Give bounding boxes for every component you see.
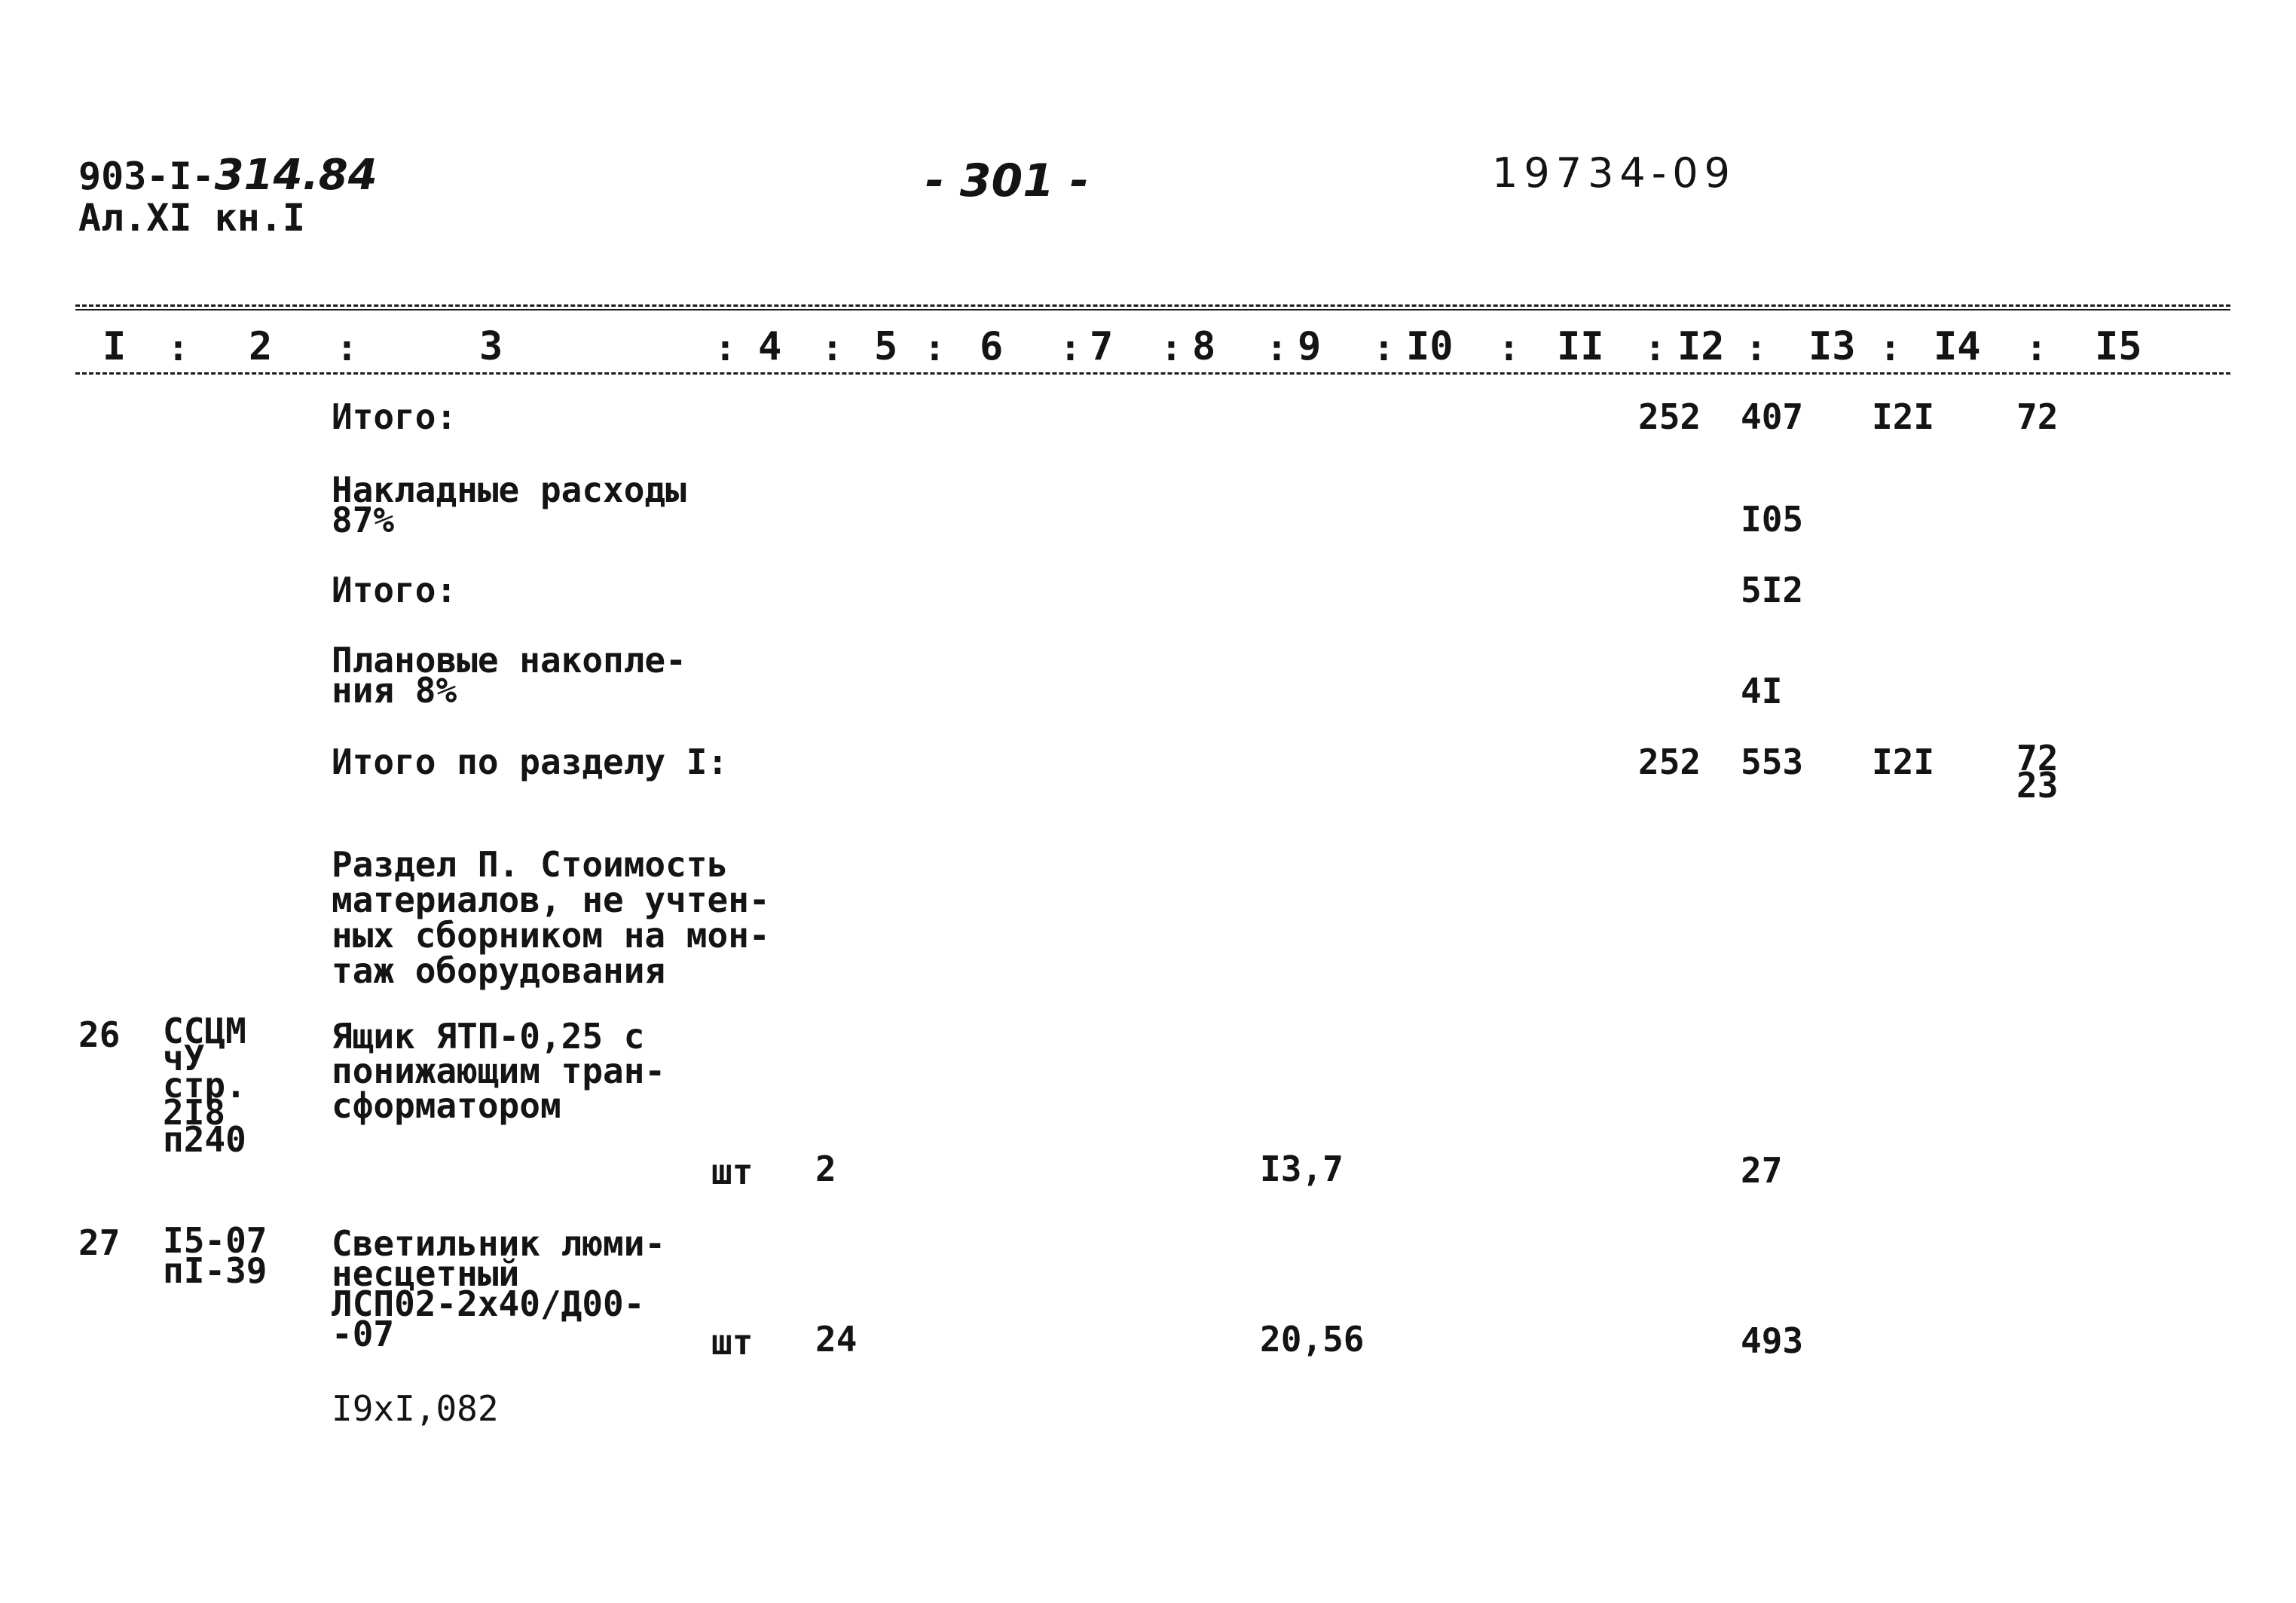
row-subtotal-c12: 252: [1638, 396, 1701, 437]
col-header-14: I4: [1934, 324, 1981, 369]
row-overhead-c13: I05: [1741, 499, 1804, 540]
col-separator: :: [924, 327, 946, 369]
row-item-unit-price: 20,56: [1260, 1319, 1365, 1360]
row-item-quantity: 2: [815, 1149, 836, 1189]
col-separator: :: [1059, 327, 1081, 369]
row-item-unit: шт: [711, 1322, 754, 1363]
calculation-note: I9хI,082: [332, 1388, 499, 1429]
document-code-handwritten: 314.84: [214, 151, 378, 200]
col-separator: :: [1266, 327, 1288, 369]
page-number: - 301 -: [925, 154, 1089, 207]
col-header-2: 2: [249, 324, 273, 369]
col-separator: :: [1498, 327, 1520, 369]
col-header-1: I: [102, 324, 127, 369]
row-item-number: 26: [78, 1014, 121, 1055]
row-label-section-total: Итого по разделу I:: [332, 742, 729, 782]
col-header-11: II: [1557, 324, 1604, 369]
col-separator: :: [1879, 327, 1901, 369]
col-header-6: 6: [980, 324, 1004, 369]
col-header-15: I5: [2095, 324, 2142, 369]
row-item-unit: шт: [711, 1152, 754, 1192]
document-code-print: 903-I-: [78, 154, 215, 198]
col-separator: :: [2025, 327, 2047, 369]
table-top-rule-inner: [75, 309, 2230, 311]
row-item-reference: ССЦМ чУ стр. 2I8 п240: [163, 1011, 246, 1160]
row-item-quantity: 24: [815, 1319, 858, 1360]
col-separator: :: [167, 327, 189, 369]
album-reference: Ал.XI кн.I: [78, 196, 306, 240]
row-subtotal-c14: I2I: [1872, 396, 1935, 437]
col-header-13: I3: [1808, 324, 1856, 369]
col-separator: :: [1373, 327, 1395, 369]
row-item-reference: I5-07 пI-39: [163, 1220, 268, 1291]
inventory-number: 19734-09: [1492, 149, 1736, 197]
table-top-rule: [75, 304, 2230, 307]
document-code: [78, 151, 378, 200]
col-header-9: 9: [1298, 324, 1322, 369]
row-item-number: 27: [78, 1222, 121, 1263]
row-label-planned-savings: Плановые накопле- ния 8%: [332, 640, 686, 711]
table-header-bottom-rule: [75, 372, 2230, 375]
row-item-description: Ящик ЯТП-0,25 с понижающим тран- сформатором: [332, 1016, 666, 1126]
row-label-subtotal: Итого:: [332, 396, 457, 437]
col-separator: :: [1644, 327, 1666, 369]
col-separator: :: [821, 327, 843, 369]
col-separator: :: [336, 327, 358, 369]
col-header-3: 3: [479, 324, 503, 369]
row-subtotal-c15: 72: [2016, 396, 2059, 437]
col-separator: :: [1160, 327, 1182, 369]
row-label-overhead: Накладные расходы 87%: [332, 470, 686, 540]
row-item-description: Светильник люми- несцетный ЛСП02-2х40/Д00- -07: [332, 1223, 666, 1354]
row-planned-savings-c13: 4I: [1741, 671, 1783, 711]
row-section-total-c14: I2I: [1872, 742, 1935, 782]
row-subtotal2-c13: 5I2: [1741, 570, 1804, 610]
row-item-cost: 27: [1741, 1150, 1783, 1191]
col-header-10: I0: [1406, 324, 1454, 369]
row-item-unit-price: I3,7: [1260, 1149, 1344, 1189]
col-separator: :: [1745, 327, 1767, 369]
col-header-12: I2: [1677, 324, 1725, 369]
col-separator: :: [714, 327, 736, 369]
col-header-8: 8: [1192, 324, 1216, 369]
row-section-total-c15: 72 23: [2016, 738, 2059, 806]
col-header-7: 7: [1090, 324, 1114, 369]
row-label-subtotal: Итого:: [332, 570, 457, 610]
row-subtotal-c13: 407: [1741, 396, 1804, 437]
col-header-5: 5: [874, 324, 898, 369]
col-header-4: 4: [758, 324, 782, 369]
row-section-total-c13: 553: [1741, 742, 1804, 782]
row-section-total-c12: 252: [1638, 742, 1701, 782]
section-heading: Раздел П. Стоимость материалов, не учтен- ных сборником на мон- таж оборудования: [332, 844, 770, 991]
row-item-cost: 493: [1741, 1320, 1804, 1361]
